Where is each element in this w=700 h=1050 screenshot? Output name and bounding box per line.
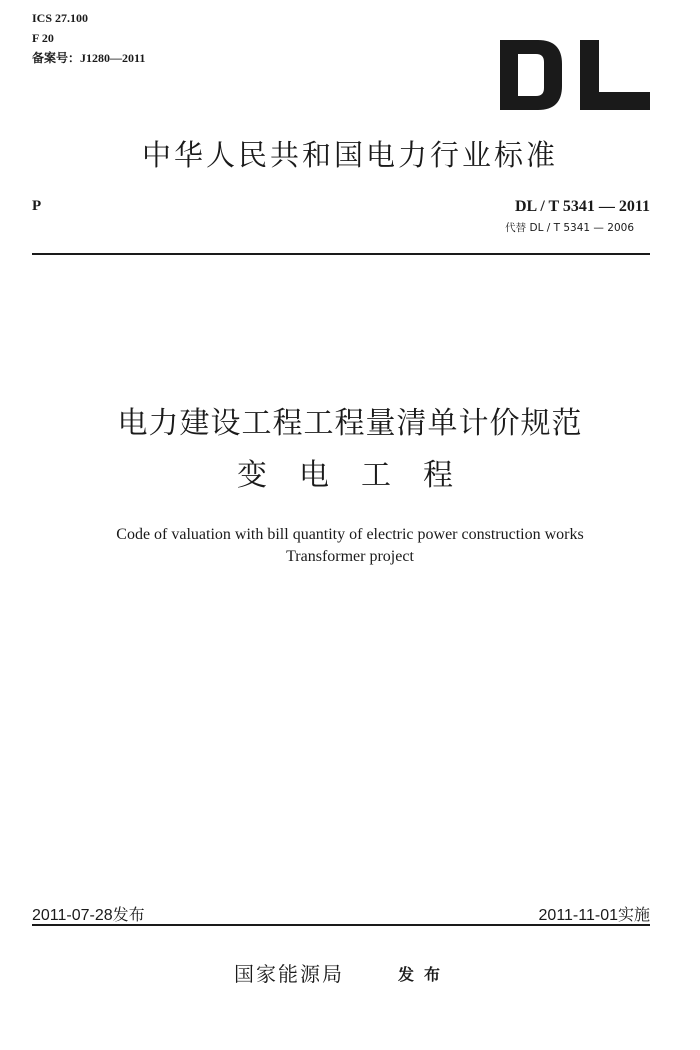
dl-logo (500, 40, 650, 110)
record-number: 备案号：J1280—2011 (32, 51, 146, 65)
standard-code: DL / T 5341 — 2011 (515, 198, 650, 215)
publish-label: 发布 (398, 965, 451, 984)
effective-date: 2011-11-01实施 (538, 907, 650, 924)
upper-divider (32, 253, 650, 255)
publisher: 国家能源局 (234, 962, 344, 986)
standard-category-title: 中华人民共和国电力行业标准 (141, 138, 558, 172)
issue-date: 2011-07-28发布 (32, 907, 145, 924)
p-letter: P (32, 198, 42, 214)
ics-code: ICS 27.100 (32, 11, 89, 25)
lower-divider (32, 924, 650, 926)
title-en (0, 524, 700, 568)
title-zh-main: 电力建设工程工程量清单计价规范 (117, 406, 583, 441)
title-en-line2: Transformer project (286, 548, 414, 565)
title-zh-sub: 变电工程 (237, 458, 485, 493)
replaced-standard: 代替 DL / T 5341 — 2006 (505, 222, 634, 234)
classification-code: F 20 (32, 31, 54, 45)
title-en-line1: Code of valuation with bill quantity of electric power construction works (116, 526, 584, 543)
